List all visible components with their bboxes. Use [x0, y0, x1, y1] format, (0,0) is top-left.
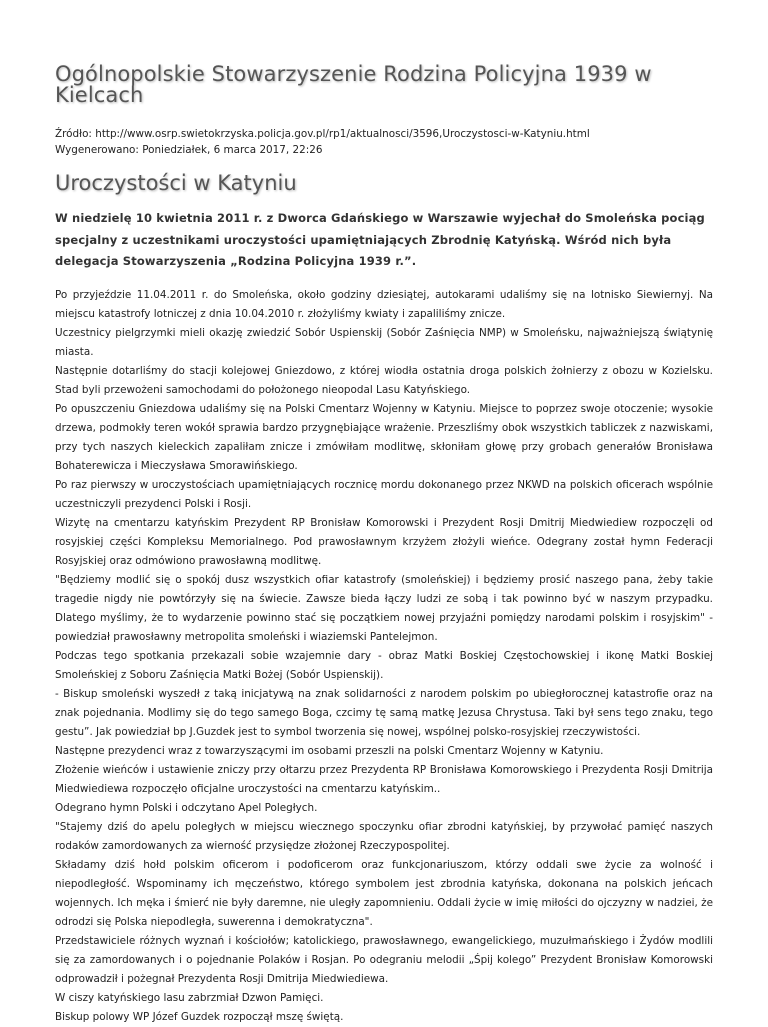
- paragraph: Odegrano hymn Polski i odczytano Apel Poległych.: [55, 801, 318, 814]
- paragraph: Wizytę na cmentarzu katyńskim Prezydent RP Bronisław Komorowski i Prezydent Rosji Dmitrij Miedwiediew rozpoczęli od rosyjskiej części Kompleksu Memorialnego. Pod prawosławnym krzyżem złożyli wieńce. Odegrany został hymn Federacji Rosyjskiej oraz odmówiono prawosławną modlitwę.: [55, 516, 713, 567]
- paragraph: Po raz pierwszy w uroczystościach upamiętniających rocznicę mordu dokonanego przez NKWD na polskich oficerach wspólnie uczestniczyli prezydenci Polski i Rosji.: [55, 478, 713, 510]
- paragraph: Przedstawiciele różnych wyznań i kościołów; katolickiego, prawosławnego, ewangelickiego, muzułmańskiego i Żydów modlili się za zamordowanych i o pojednanie Polaków i Rosjan. Po odegraniu melodii „Śpij kolego” Prezydent Bronisław Komorowski odprowadził i pożegnał Prezydenta Rosji Dmitrija Miedwiediewa.: [55, 934, 713, 985]
- paragraph: Biskup polowy WP Józef Guzdek rozpoczął mszę świętą.: [55, 1010, 344, 1023]
- document-meta: [55, 127, 713, 158]
- paragraph: Po przyjeździe 11.04.2011 r. do Smoleńska, około godziny dziesiątej, autokarami udaliśmy się na lotnisko Siewiernyj. Na miejscu katastrofy lotniczej z dnia 10.04.2010 r. złożyliśmy kwiaty i zapaliliśmy znicze.: [55, 288, 713, 320]
- paragraph: Po opuszczeniu Gniezdowa udaliśmy się na Polski Cmentarz Wojenny w Katyniu. Miejsce to poprzez swoje otoczenie; wysokie drzewa, podmokły teren wokół sprawia bardzo przygnębiające wrażenie. Przeszliśmy obok wszystkich tabliczek z nazwiskami, przy tych naszych kieleckich zapaliłam znicze i zmówiłam modlitwę, skłoniłam głowę przy grobach generałów Bronisława Bohaterewicza i Mieczysława Smorawińskiego.: [55, 402, 713, 472]
- site-title: Ogólnopolskie Stowarzyszenie Rodzina Policyjna 1939 w Kielcach: [55, 62, 652, 107]
- paragraph: Podczas tego spotkania przekazali sobie wzajemnie dary - obraz Matki Boskiej Częstochowskiej i ikonę Matki Boskiej Smoleńskiej z Soboru Zaśnięcia Matki Bożej (Sobór Uspienskij).: [55, 649, 713, 681]
- paragraph: Następnie dotarliśmy do stacji kolejowej Gniezdowo, z której wiodła ostatnia droga polskich żołnierzy z obozu w Kozielsku. Stad byli przewożeni samochodami do położonego nieopodal Lasu Katyńskiego.: [55, 364, 713, 396]
- paragraph: Składamy dziś hołd polskim oficerom i podoficerom oraz funkcjonariuszom, którzy oddali swe życie za wolność i niepodległość. Wspominamy ich męczeństwo, którego symbolem jest zbrodnia katyńska, dokonana na polskich jeńcach wojennych. Ich męka i śmierć nie były daremne, nie uległy zapomnieniu. Oddali życie w imię miłości do ojczyzny w nadziei, że odrodzi się Polska niepodległa, suwerenna i demokratyczna".: [55, 858, 713, 928]
- article-body: [55, 286, 713, 1027]
- source-line: Źródło: http://www.osrp.swietokrzyska.policja.gov.pl/rp1/aktualnosci/3596,Uroczystosci-w-Katyniu.html: [55, 128, 590, 140]
- paragraph: Następne prezydenci wraz z towarzyszącymi im osobami przeszli na polski Cmentarz Wojenny w Katyniu.: [55, 744, 604, 757]
- paragraph: Uczestnicy pielgrzymki mieli okazję zwiedzić Sobór Uspienskij (Sobór Zaśnięcia NMP) w Smoleńsku, najważniejszą świątynię miasta.: [55, 326, 713, 358]
- article-lead: W niedzielę 10 kwietnia 2011 r. z Dworca Gdańskiego w Warszawie wyjechał do Smoleńska pociąg specjalny z uczestnikami uroczystości upamiętniających Zbrodnię Katyńską. Wśród nich była delegacja Stowarzyszenia „Rodzina Policyjna 1939 r.”.: [55, 211, 705, 268]
- generated-line: Wygenerowano: Poniedziałek, 6 marca 2017, 22:26: [55, 143, 323, 156]
- paragraph: - Biskup smoleński wyszedł z taką inicjatywą na znak solidarności z narodem polskim po ubiegłorocznej katastrofie oraz na znak pojednania. Modlimy się do tego samego Boga, czcimy tę samą matkę Jezusa Chrystusa. Taki był sens tego znaku, tego gestu”. Jak powiedział bp J.Guzdek jest to symbol tworzenia się nowej, wspólnej polsko-rosyjskiej rzeczywistości.: [55, 687, 713, 738]
- paragraph: "Będziemy modlić się o spokój dusz wszystkich ofiar katastrofy (smoleńskiej) i będziemy prosić naszego pana, żeby takie tragedie nigdy nie powtórzyły się na świecie. Zawsze bieda łączy ludzi ze sobą i tak powinno być w naszym przypadku. Dlatego myślimy, że to wydarzenie powinno stać się początkiem nowej przyjaźni pomiędzy narodami polskim i rosyjskim" - powiedział prawosławny metropolita smoleński i wiaziemski Pantelejmon.: [55, 573, 713, 643]
- paragraph: Złożenie wieńców i ustawienie zniczy przy ołtarzu przez Prezydenta RP Bronisława Komorowskiego i Prezydenta Rosji Dmitrija Miedwiediewa rozpoczęło oficjalne uroczystości na cmentarzu katyńskim..: [55, 763, 713, 795]
- article-title: Uroczystości w Katyniu: [55, 171, 297, 195]
- paragraph: W ciszy katyńskiego lasu zabrzmiał Dzwon Pamięci.: [55, 991, 324, 1004]
- paragraph: "Stajemy dziś do apelu poległych w miejscu wiecznego spoczynku ofiar zbrodni katyńskiej, by przywołać pamięć naszych rodaków zamordowanych za wierność przysiędze złożonej Rzeczypospolitej.: [55, 820, 713, 852]
